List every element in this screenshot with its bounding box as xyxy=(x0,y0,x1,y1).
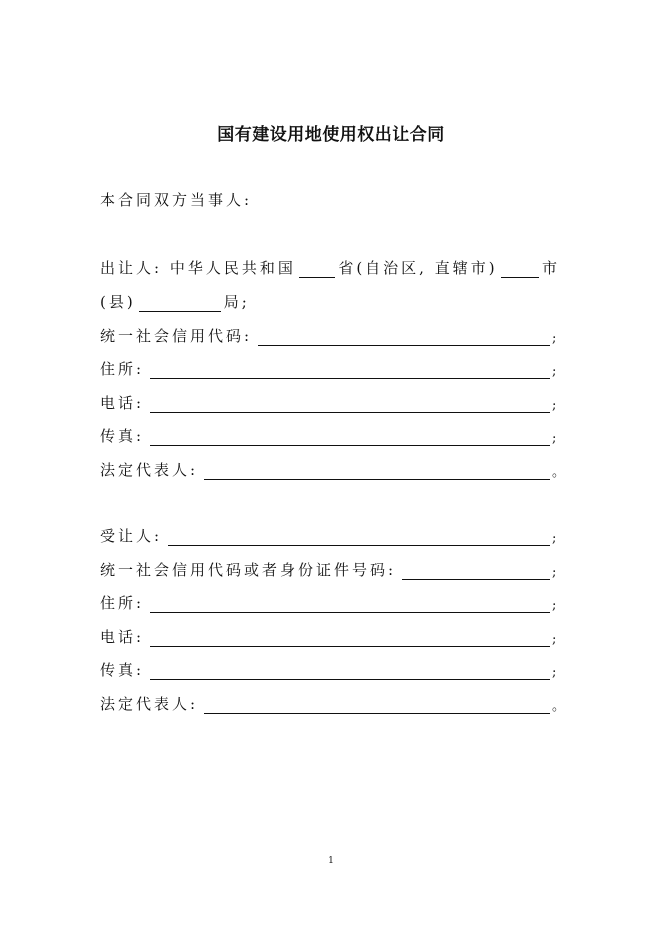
field-end-punct: ; xyxy=(552,431,557,446)
grantee-address-field[interactable] xyxy=(150,594,550,613)
field-label: 电话: xyxy=(100,394,145,412)
field-label: 传真: xyxy=(100,661,145,679)
field-label: 电话: xyxy=(100,628,145,646)
county-label: (县) xyxy=(100,293,136,311)
grantee-fax-row xyxy=(100,656,560,680)
grantor-address-field[interactable] xyxy=(150,360,550,379)
grantor-prefix: 出让人: 中华人民共和国 xyxy=(100,259,296,277)
field-label: 法定代表人: xyxy=(100,695,199,713)
field-end-punct: 。 xyxy=(552,465,566,480)
field-end-punct: ; xyxy=(552,632,557,647)
field-label: 传真: xyxy=(100,427,145,445)
field-end-punct: ; xyxy=(552,331,557,346)
grantor-fax-row xyxy=(100,422,560,446)
field-label: 住所: xyxy=(100,360,145,378)
field-end-punct: ; xyxy=(552,565,557,580)
intro-text: 本合同双方当事人: xyxy=(100,191,253,209)
grantor-province-suffix: 省(自治区, 直辖市) xyxy=(338,259,498,277)
field-end-punct: ; xyxy=(552,665,557,680)
grantor-city-suffix: 市 xyxy=(541,259,560,277)
grantee-id-field[interactable] xyxy=(402,561,550,580)
county-blank[interactable] xyxy=(139,293,221,312)
grantor-credit-code-field[interactable] xyxy=(258,327,550,346)
grantee-phone-row xyxy=(100,623,560,647)
city-blank[interactable] xyxy=(501,259,539,278)
grantee-legal-rep-field[interactable] xyxy=(204,695,550,714)
field-label: 受让人: xyxy=(100,527,163,545)
grantor-address-row xyxy=(100,355,560,379)
grantee-fax-field[interactable] xyxy=(150,661,550,680)
grantor-line-1 xyxy=(100,254,560,278)
grantor-line-2 xyxy=(100,288,560,312)
field-end-punct: 。 xyxy=(552,699,566,714)
field-end-punct: ; xyxy=(552,531,557,546)
grantor-legal-rep-field[interactable] xyxy=(204,461,550,480)
province-blank[interactable] xyxy=(299,259,336,278)
grantee-name-field[interactable] xyxy=(168,527,550,546)
grantor-credit-code-row xyxy=(100,322,560,346)
grantor-phone-field[interactable] xyxy=(150,394,550,413)
grantor-phone-row xyxy=(100,389,560,413)
grantor-fax-field[interactable] xyxy=(150,427,550,446)
document-title: 国有建设用地使用权出让合同 xyxy=(217,125,445,145)
field-end-punct: ; xyxy=(552,398,557,413)
field-label: 统一社会信用代码: xyxy=(100,327,253,345)
field-end-punct: ; xyxy=(552,364,557,379)
grantee-name-row xyxy=(100,522,560,546)
grantee-address-row xyxy=(100,589,560,613)
field-label: 法定代表人: xyxy=(100,461,199,479)
page-number: 1 xyxy=(328,856,334,866)
grantor-legal-rep-row xyxy=(100,456,566,480)
grantee-id-row xyxy=(100,556,560,580)
bureau-suffix: 局; xyxy=(223,293,250,311)
grantee-phone-field[interactable] xyxy=(150,628,550,647)
field-label: 统一社会信用代码或者身份证件号码: xyxy=(100,561,397,579)
field-label: 住所: xyxy=(100,594,145,612)
grantee-legal-rep-row xyxy=(100,690,566,714)
parties-intro xyxy=(100,186,560,210)
field-end-punct: ; xyxy=(552,598,557,613)
